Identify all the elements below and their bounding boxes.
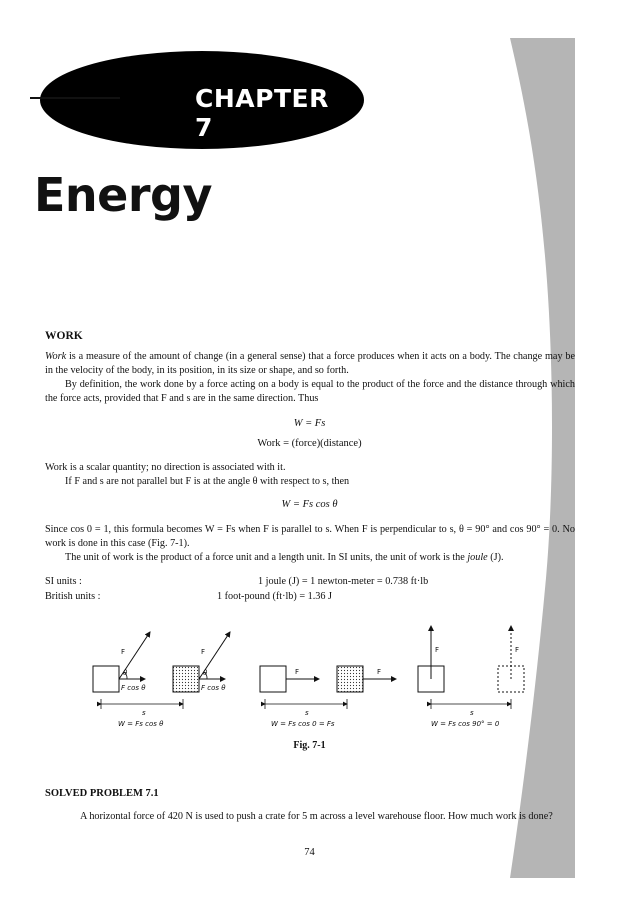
distance-label: s bbox=[470, 709, 474, 717]
force-label: F bbox=[295, 668, 300, 676]
equation-text: W = Fs bbox=[293, 418, 326, 429]
case1-equation: W = Fs cos θ bbox=[118, 720, 164, 728]
paragraph-cos: Since cos 0 = 1, this formula becomes W = Fs when F is parallel to s. When F is perpendicular to s, θ = 90° and cos 90° = 0. No work is done in this case (Fig. 7-1). bbox=[45, 524, 575, 549]
si-units-value: 1 joule (J) = 1 newton-meter = 0.738 ft·lb bbox=[258, 576, 429, 587]
term-work: Work bbox=[45, 351, 67, 362]
component-label: F cos θ bbox=[121, 684, 146, 692]
equation-work-force-distance: Work = (force)(distance) bbox=[257, 438, 362, 449]
figure-distance-1 bbox=[101, 699, 183, 728]
chapter-title: Energy bbox=[34, 168, 212, 222]
units-text-end: (J). bbox=[487, 552, 504, 563]
equation-text: W = Fs cos θ bbox=[281, 499, 338, 510]
figure-caption: Fig. 7-1 bbox=[293, 740, 326, 751]
force-label: F bbox=[435, 646, 440, 654]
force-label: F bbox=[121, 648, 126, 656]
equation-w-fs bbox=[0, 418, 619, 429]
paragraph-intro bbox=[45, 350, 575, 378]
angle-label: θ bbox=[123, 669, 128, 677]
british-units-label: British units : bbox=[45, 591, 101, 602]
figure-case-angled-moved bbox=[173, 632, 230, 692]
component-label: F cos θ bbox=[201, 684, 226, 692]
solved-problem-text: A horizontal force of 420 N is used to push a crate for 5 m across a level warehouse floor. How much work is done? bbox=[80, 811, 553, 822]
section-heading-work: WORK bbox=[45, 330, 83, 342]
figure-case-parallel bbox=[260, 666, 396, 728]
british-units-value: 1 foot-pound (ft·lb) = 1.36 J bbox=[217, 591, 332, 602]
force-label: F bbox=[377, 668, 382, 676]
units-text: The unit of work is the product of a force unit and a length unit. In SI units, the unit of work is the bbox=[65, 552, 468, 563]
decorative-side-band bbox=[510, 38, 575, 878]
equation-w-fs-cos bbox=[0, 499, 619, 510]
intro-text: is a measure of the amount of change (in a general sense) that a force produces when it acts on a body. The change may be in the velocity of the body, in its position, in its size or shape, and so forth. bbox=[45, 351, 575, 376]
case3-equation: W = Fs cos 90° = 0 bbox=[431, 720, 500, 728]
distance-label: s bbox=[305, 709, 309, 717]
force-label: F bbox=[201, 648, 206, 656]
figure-7-1 bbox=[85, 618, 535, 733]
page-number: 74 bbox=[304, 847, 315, 858]
paragraph-angle: If F and s are not parallel but F is at the angle θ with respect to s, then bbox=[65, 476, 350, 487]
chapter-label: CHAPTER 7 bbox=[195, 84, 329, 142]
paragraph-definition: By definition, the work done by a force acting on a body is equal to the product of the force and the distance through which the force acts, provided that F and s are in the same direction. Thus bbox=[45, 379, 575, 404]
figure-case-perpendicular bbox=[418, 626, 524, 728]
angle-label: θ bbox=[203, 669, 208, 677]
case2-equation: W = Fs cos 0 = Fs bbox=[271, 720, 335, 728]
solved-problem-heading: SOLVED PROBLEM 7.1 bbox=[45, 788, 159, 799]
chapter-banner-line bbox=[30, 97, 120, 99]
figure-case-angled-plain bbox=[93, 632, 150, 692]
force-label: F bbox=[515, 646, 520, 654]
paragraph-units bbox=[45, 551, 575, 565]
distance-label: s bbox=[142, 709, 146, 717]
paragraph-scalar: Work is a scalar quantity; no direction is associated with it. bbox=[45, 462, 286, 473]
term-joule: joule bbox=[467, 552, 488, 563]
si-units-label: SI units : bbox=[45, 576, 82, 587]
